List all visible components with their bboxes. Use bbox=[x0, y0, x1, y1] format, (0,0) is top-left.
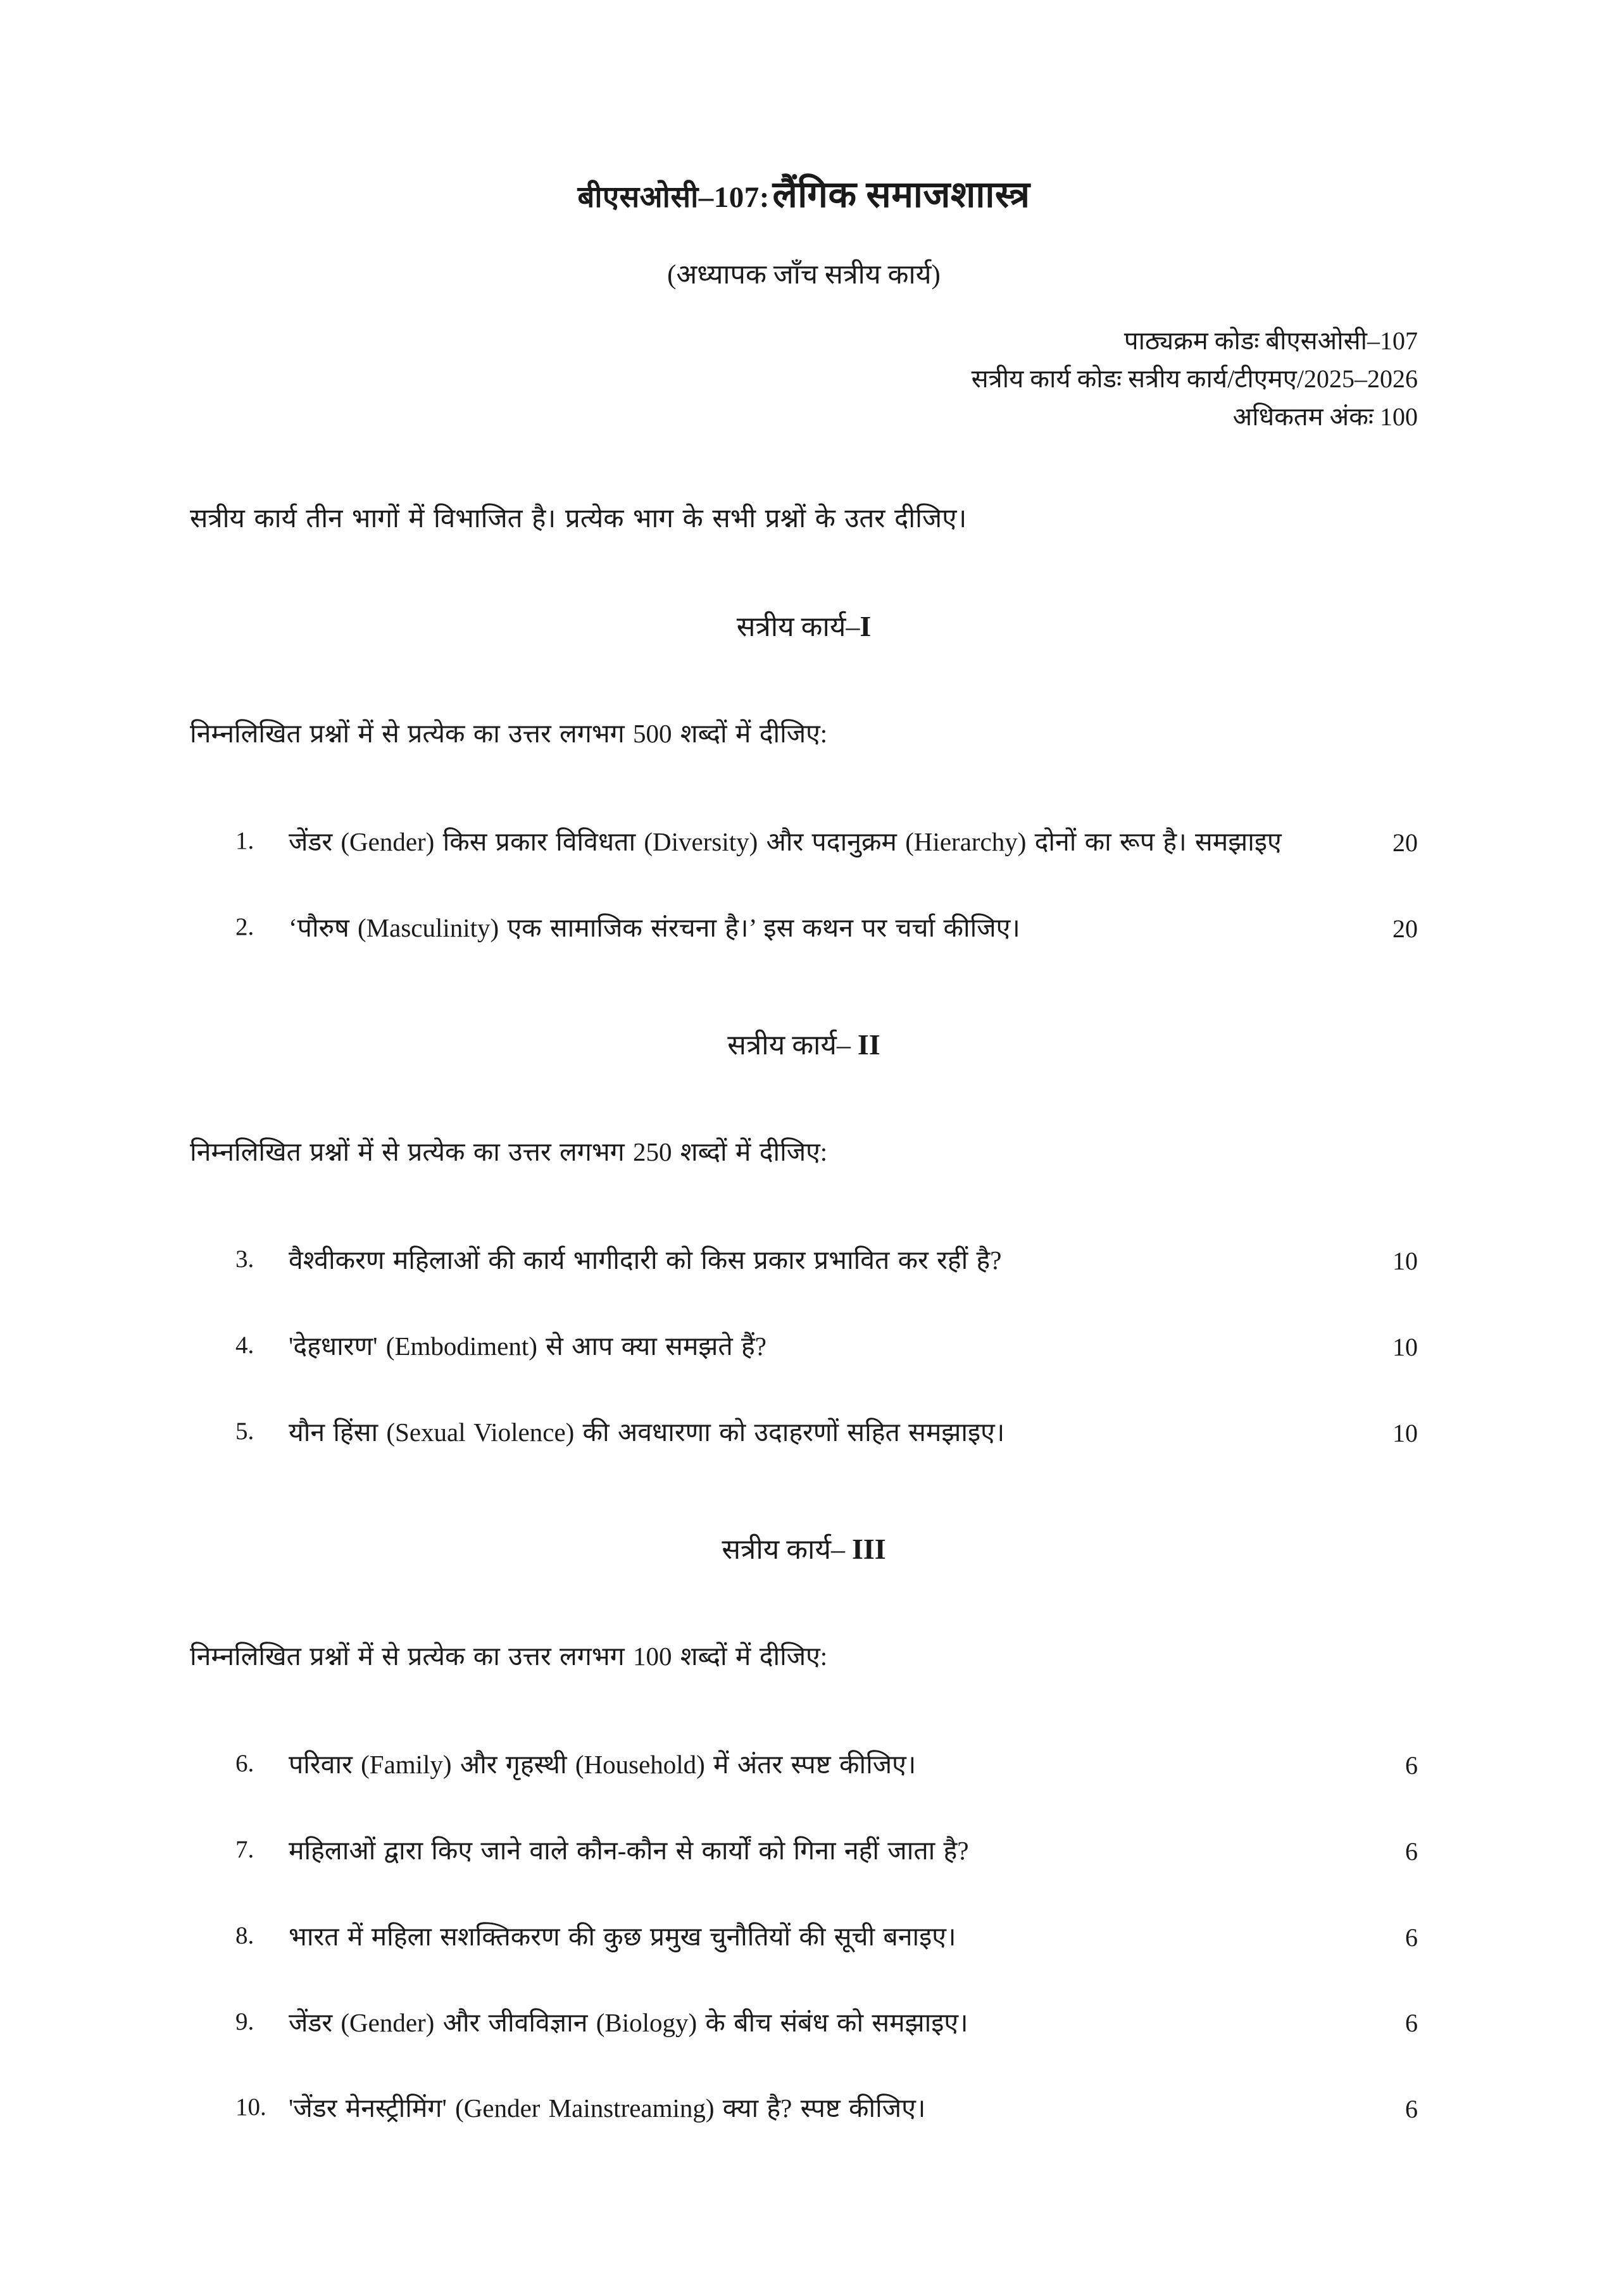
question-number: 6. bbox=[235, 1749, 254, 1777]
question-row bbox=[235, 1235, 1418, 1286]
meta-line: पाठ्यक्रम कोडः बीएसओसी–107 bbox=[1123, 327, 1418, 355]
question-number: 1. bbox=[235, 827, 254, 854]
question-marks: 20 bbox=[1392, 828, 1418, 857]
question-row bbox=[235, 1998, 1418, 2049]
question-list bbox=[190, 1235, 1418, 1458]
page-title bbox=[190, 168, 1418, 218]
question-list bbox=[190, 817, 1418, 954]
section-heading bbox=[190, 1025, 1418, 1063]
question-marks: 20 bbox=[1392, 914, 1418, 943]
meta-line: सत्रीय कार्य कोडः सत्रीय कार्य/टीएमए/2025–2026 bbox=[971, 365, 1418, 393]
question-row bbox=[235, 1740, 1418, 1790]
meta-block bbox=[190, 322, 1418, 436]
question-number: 7. bbox=[235, 1835, 254, 1863]
question-row bbox=[235, 1407, 1418, 1458]
question-text: 'देहधारण' (Embodiment) से आप क्या समझते हैं? bbox=[289, 1331, 766, 1361]
question-text: यौन हिंसा (Sexual Violence) की अवधारणा को उदाहरणों सहित समझाइए। bbox=[289, 1417, 1005, 1447]
question-text: परिवार (Family) और गृहस्थी (Household) में अंतर स्पष्ट कीजिए। bbox=[289, 1749, 916, 1779]
question-number: 9. bbox=[235, 2007, 254, 2035]
assignment-section bbox=[190, 1025, 1418, 1458]
question-row bbox=[235, 903, 1418, 954]
question-marks: 6 bbox=[1405, 2095, 1418, 2124]
question-marks: 10 bbox=[1392, 1246, 1418, 1275]
question-number: 8. bbox=[235, 1921, 254, 1949]
question-row bbox=[235, 1826, 1418, 1876]
question-marks: 6 bbox=[1405, 1750, 1418, 1780]
section-heading-roman: II bbox=[857, 1028, 880, 1061]
question-text: वैश्वीकरण महिलाओं की कार्य भागीदारी को किस प्रकार प्रभावित कर रहीं है? bbox=[289, 1245, 1002, 1275]
section-heading-hindi: सत्रीय कार्य– bbox=[736, 611, 860, 642]
question-number: 5. bbox=[235, 1417, 254, 1445]
course-name-title: लैंगिक समाजशाास्त्र bbox=[772, 174, 1030, 215]
question-row bbox=[235, 817, 1418, 868]
question-marks: 6 bbox=[1405, 2009, 1418, 2038]
question-list bbox=[190, 1740, 1418, 2135]
intro-instruction: सत्रीय कार्य तीन भागों में विभाजित है। प्रत्येक भाग के सभी प्रश्नों के उतर दीजिए। bbox=[190, 504, 967, 533]
question-number: 2. bbox=[235, 913, 254, 940]
question-text: महिलाओं द्वारा किए जाने वाले कौन-कौन से कार्यों को गिना नहीं जाता है? bbox=[289, 1835, 969, 1865]
sections bbox=[190, 606, 1418, 2134]
question-row bbox=[235, 1912, 1418, 1962]
section-instruction: निम्नलिखित प्रश्नों में से प्रत्येक का उत्तर लगभग 500 शब्दों में दीजिए: bbox=[190, 719, 828, 748]
section-heading-roman: III bbox=[851, 1532, 886, 1565]
meta-line: अधिकतम अंकः 100 bbox=[1232, 402, 1418, 431]
assignment-section bbox=[190, 606, 1418, 954]
question-text: 'जेंडर मेनस्ट्रीमिंग' (Gender Mainstreaming) क्या है? स्पष्ट कीजिए। bbox=[289, 2093, 926, 2123]
question-number: 10. bbox=[235, 2093, 266, 2121]
question-number: 4. bbox=[235, 1331, 254, 1359]
question-marks: 10 bbox=[1392, 1418, 1418, 1447]
question-text: जेंडर (Gender) किस प्रकार विविधता (Diversity) और पदानुक्रम (Hierarchy) दोनों का रूप है। समझाइए bbox=[289, 827, 1282, 856]
section-heading-hindi: सत्रीय कार्य– bbox=[727, 1029, 858, 1061]
question-marks: 6 bbox=[1405, 1923, 1418, 1952]
question-text: भारत में महिला सशक्तिकरण की कुछ प्रमुख चुनौतियों की सूची बनाइए। bbox=[289, 1921, 956, 1951]
section-instruction: निम्नलिखित प्रश्नों में से प्रत्येक का उत्तर लगभग 250 शब्दों में दीजिए: bbox=[190, 1137, 828, 1166]
question-text: जेंडर (Gender) और जीवविज्ञान (Biology) के बीच संबंध को समझाइए। bbox=[289, 2007, 968, 2037]
question-row bbox=[235, 2083, 1418, 2134]
section-heading bbox=[190, 1529, 1418, 1567]
assignment-section bbox=[190, 1529, 1418, 2135]
course-code-title: बीएसओसी–107: bbox=[577, 181, 770, 214]
section-instruction: निम्नलिखित प्रश्नों में से प्रत्येक का उत्तर लगभग 100 शब्दों में दीजिए: bbox=[190, 1641, 828, 1671]
question-text: ‘पौरुष (Masculinity) एक सामाजिक संरचना है।’ इस कथन पर चर्चा कीजिए। bbox=[289, 913, 1020, 942]
question-marks: 10 bbox=[1392, 1332, 1418, 1361]
section-heading bbox=[190, 606, 1418, 644]
section-heading-hindi: सत्रीय कार्य– bbox=[722, 1533, 852, 1565]
question-number: 3. bbox=[235, 1245, 254, 1273]
question-row bbox=[235, 1321, 1418, 1372]
section-heading-roman: I bbox=[860, 610, 872, 642]
assignment-subtitle: (अध्यापक जाँच सत्रीय कार्य) bbox=[667, 260, 941, 290]
question-marks: 6 bbox=[1405, 1837, 1418, 1866]
